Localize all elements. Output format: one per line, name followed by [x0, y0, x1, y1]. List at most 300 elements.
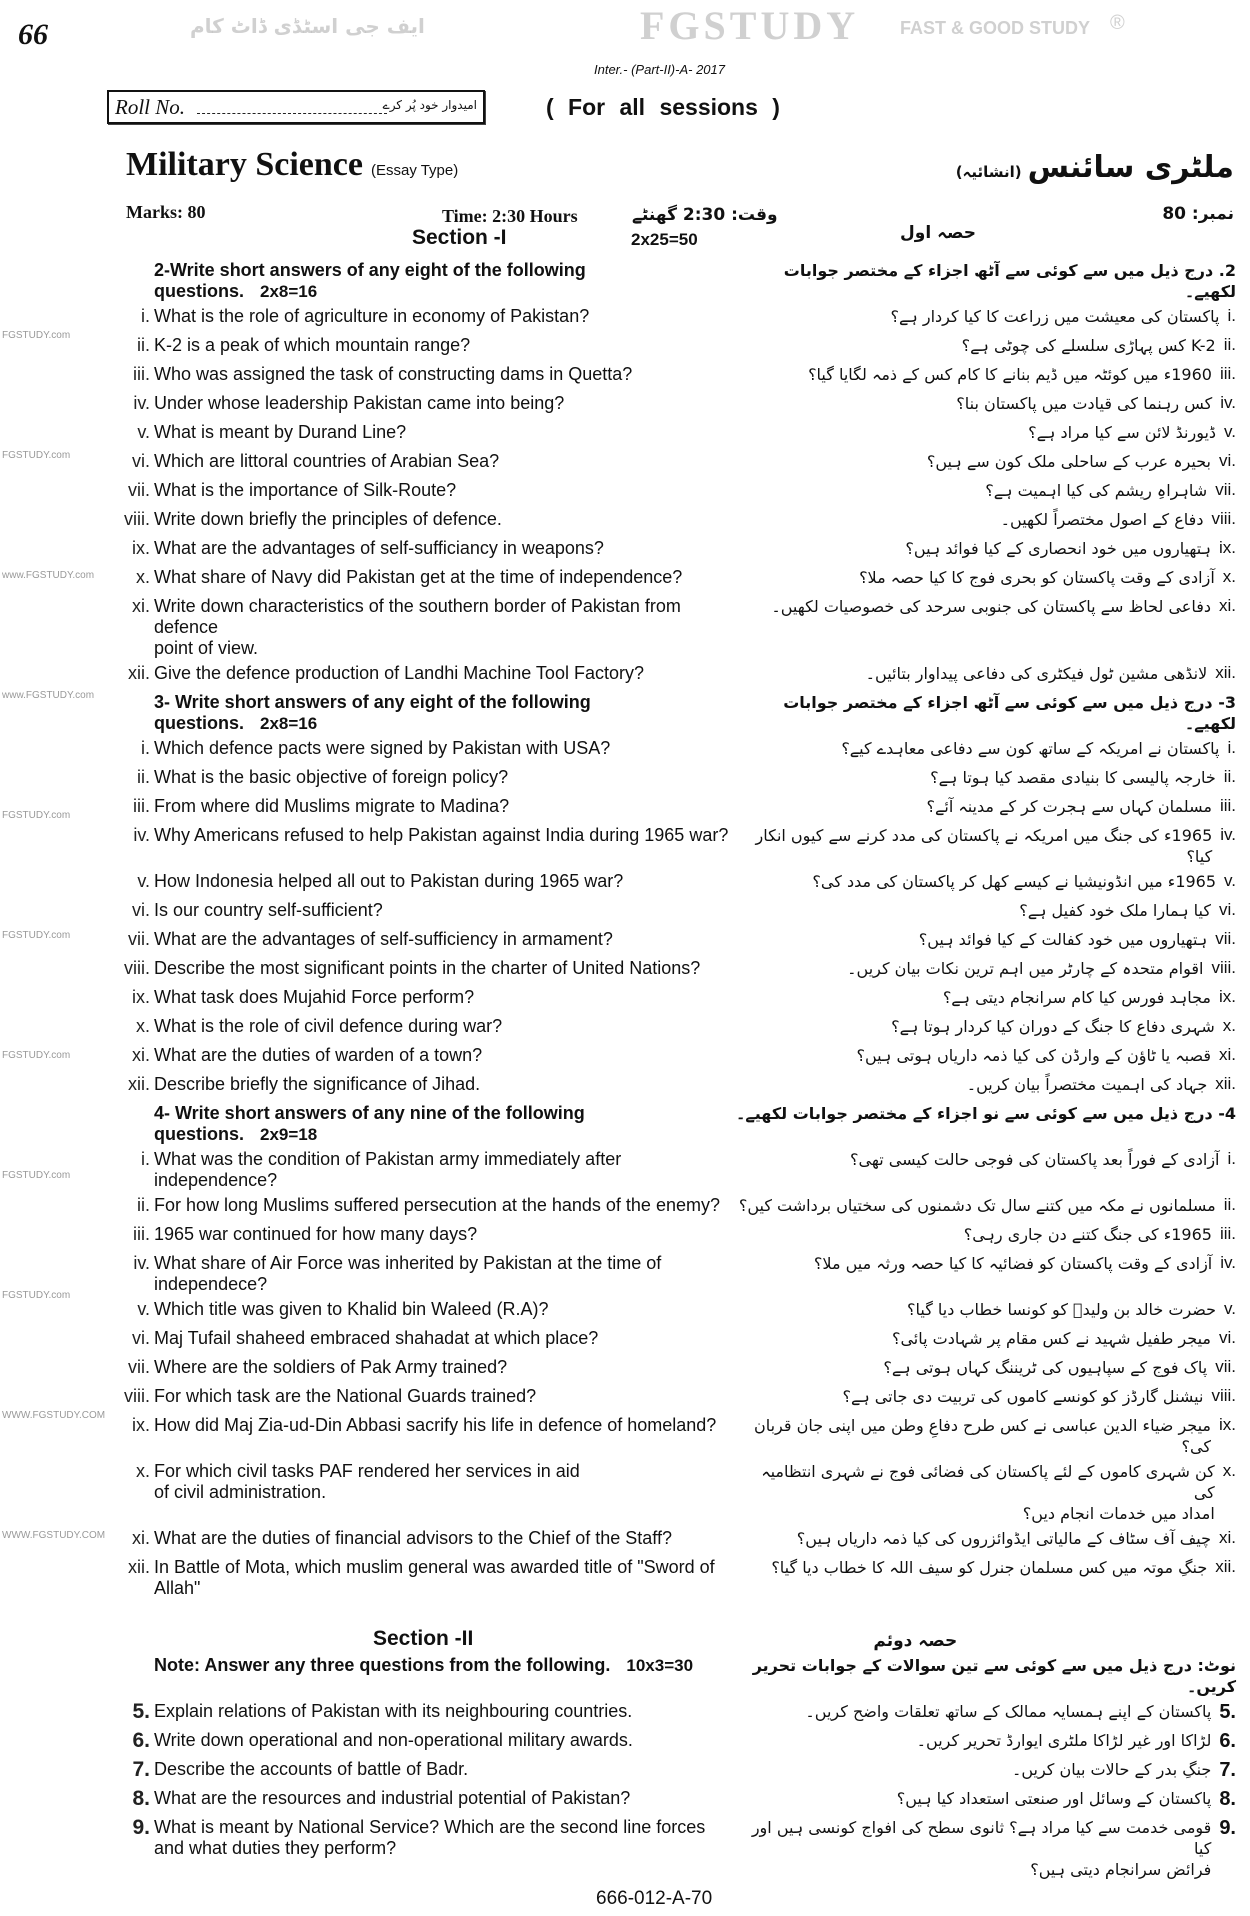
item-english	[154, 1149, 732, 1191]
item-text-urdu: پاکستان نے امریکہ کے ساتھ کون سے دفاعی معاہدے کیے؟	[841, 739, 1220, 758]
item-english	[154, 929, 732, 950]
item-english	[154, 1195, 732, 1216]
item-urdu	[736, 1528, 1236, 1549]
question-item	[0, 1295, 1250, 1324]
heading-english	[154, 692, 732, 734]
item-number-urdu-side: i.	[1227, 306, 1236, 325]
item-urdu-block	[736, 509, 1203, 530]
item-number: xii.	[128, 1557, 150, 1577]
item-text-urdu: چیف آف سٹاف کے مالیاتی ایڈوائزروں کی کیا ذمہ داریاں ہیں؟	[796, 1529, 1211, 1548]
item-text-urdu-continued: فرائض سرانجام دیتی ہیں؟	[1030, 1860, 1212, 1879]
question-2-heading	[0, 256, 1250, 302]
item-urdu-block	[736, 422, 1216, 443]
item-number: viii.	[124, 1386, 150, 1406]
item-text-english: K-2 is a peak of which mountain range?	[154, 335, 471, 355]
item-text-urdu: آزادی کے وقت پاکستان کو بحری فوج کا کیا حصہ ملا؟	[859, 568, 1215, 587]
item-number-urdu-side: iii.	[1219, 796, 1236, 815]
item-text-english: What are the resources and industrial potential of Pakistan?	[154, 1788, 631, 1808]
item-english	[154, 1386, 732, 1407]
item-number: iv.	[133, 825, 150, 845]
question-item	[0, 1524, 1250, 1553]
watermark-text: FGSTUDY.com	[2, 330, 71, 341]
item-urdu	[736, 1817, 1236, 1880]
question-4-heading	[0, 1099, 1250, 1145]
paper-subtitle-urdu: (انشائیہ)	[955, 163, 1022, 181]
section-2-title-urdu: حصہ دوئم	[873, 1631, 958, 1651]
item-english	[154, 1461, 732, 1503]
item-number-urdu-side: vii.	[1215, 929, 1236, 948]
item-urdu-block	[736, 825, 1212, 867]
watermark-registered-mark: ®	[1110, 12, 1125, 34]
watermark-brand-urdu: ایف جی اسٹڈی ڈاٹ کام	[190, 14, 425, 38]
item-urdu-block	[736, 335, 1216, 356]
item-text-urdu: میجر طفیل شہید نے کس مقام پر شہادت پائی؟	[891, 1329, 1211, 1348]
item-text-urdu: کن شہری کاموں کے لئے پاکستان کی فضائی فوج نے شہری انتظامیہ کی	[761, 1462, 1215, 1502]
item-urdu	[736, 767, 1236, 788]
item-number: ii.	[137, 335, 150, 355]
watermark-text: www.FGSTUDY.com	[2, 690, 95, 701]
watermark-brand: FGSTUDY	[640, 3, 860, 48]
paper-title-text: Military Science	[126, 146, 363, 183]
item-urdu-block	[736, 958, 1203, 979]
item-urdu-block	[736, 451, 1211, 472]
item-number: ii.	[137, 1195, 150, 1215]
roll-number-box	[107, 90, 485, 124]
item-urdu	[736, 451, 1236, 472]
heading-urdu	[736, 260, 1236, 302]
heading-text: Note: Answer any three questions from the following.	[154, 1655, 611, 1675]
item-number-urdu-side: ii.	[1223, 1195, 1236, 1214]
item-text-urdu: 1965ء کی جنگ میں امریکہ نے پاکستان کی مدد کرنے سے کیوں انکار کیا؟	[755, 826, 1213, 866]
heading-marks: 10x3=30	[626, 1656, 694, 1675]
item-text-english: Give the defence production of Landhi Machine Tool Factory?	[154, 663, 644, 683]
item-number: v.	[137, 422, 150, 442]
item-urdu	[736, 567, 1236, 588]
watermark-text: WWW.FGSTUDY.COM	[2, 1410, 106, 1421]
item-text-english: How Indonesia helped all out to Pakistan during 1965 war?	[154, 871, 624, 891]
watermark-text: FGSTUDY.com	[2, 810, 71, 821]
item-urdu-block	[736, 1224, 1212, 1245]
item-urdu	[736, 663, 1236, 684]
item-text-english: What is the role of agriculture in economy of Pakistan?	[154, 306, 590, 326]
item-number: vi.	[132, 900, 150, 920]
question-item	[0, 792, 1250, 821]
item-english	[154, 1016, 732, 1037]
item-number-urdu-side: vi.	[1219, 1328, 1236, 1347]
section-2-note	[0, 1651, 1250, 1697]
item-number: ii.	[137, 767, 150, 787]
item-text-urdu: کیا ہمارا ملک خود کفیل ہے؟	[1019, 901, 1211, 920]
long-question-9	[0, 1813, 1250, 1880]
item-urdu	[736, 1415, 1236, 1457]
paper-title-urdu	[956, 150, 1234, 185]
item-number: 7.	[132, 1758, 150, 1781]
item-number-urdu-side: ii.	[1223, 335, 1236, 354]
question-item	[0, 1041, 1250, 1070]
item-text-english-continued: of civil administration.	[154, 1482, 327, 1502]
item-number-urdu-side: viii.	[1211, 1386, 1236, 1405]
item-text-urdu: ہتھیاروں میں خود انحصاری کے کیا فوائد ہیں؟	[905, 539, 1211, 558]
question-item	[0, 954, 1250, 983]
item-urdu-block	[736, 1701, 1211, 1724]
item-urdu-block	[736, 796, 1212, 817]
watermark-text: FGSTUDY.com	[2, 1050, 71, 1061]
question-item	[0, 1012, 1250, 1041]
heading-urdu	[736, 1655, 1236, 1697]
item-number: iv.	[133, 1253, 150, 1273]
item-text-urdu: قومی خدمت سے کیا مراد ہے؟ ثانوی سطح کی افواج کونسی ہیں اور کیا	[751, 1818, 1212, 1858]
item-number: viii.	[124, 509, 150, 529]
item-number-urdu-side: ix.	[1219, 538, 1236, 557]
item-text-urdu: بحیرہ عرب کے ساحلی ملک کون سے ہیں؟	[926, 452, 1211, 471]
item-number-urdu-side: v.	[1224, 871, 1236, 890]
item-urdu-block	[736, 900, 1211, 921]
item-english	[154, 900, 732, 921]
item-text-urdu: پاکستان کی معیشت میں زراعت کا کیا کردار ہے؟	[890, 307, 1220, 326]
item-text-urdu: شاہراہِ ریشم کی کیا اہمیت ہے؟	[985, 481, 1208, 500]
item-text-urdu-continued: امداد میں خدمات انجام دیں؟	[1022, 1504, 1215, 1523]
item-urdu-block	[736, 1788, 1211, 1811]
item-number: 9.	[132, 1816, 150, 1839]
item-urdu-block	[736, 1730, 1211, 1753]
long-question-6	[0, 1726, 1250, 1755]
item-urdu	[736, 1759, 1236, 1782]
heading-urdu	[736, 692, 1236, 734]
handwritten-page-number: 66	[18, 18, 48, 51]
item-english	[154, 1817, 732, 1859]
item-text-english: Why Americans refused to help Pakistan against India during 1965 war?	[154, 825, 729, 845]
item-english	[154, 987, 732, 1008]
item-urdu	[736, 480, 1236, 501]
item-urdu	[736, 738, 1236, 759]
item-text-english: What are the duties of warden of a town?	[154, 1045, 483, 1065]
item-text-english: Is our country self-sufficient?	[154, 900, 383, 920]
item-urdu-block	[736, 1253, 1212, 1274]
item-urdu-block	[736, 1415, 1211, 1457]
item-english	[154, 451, 732, 472]
item-english	[154, 480, 732, 501]
question-item	[0, 1191, 1250, 1220]
heading-text: 4- Write short answers of any nine of the following questions.	[154, 1103, 585, 1144]
item-text-english: Which are littoral countries of Arabian Sea?	[154, 451, 500, 471]
item-text-english: Who was assigned the task of constructing dams in Quetta?	[154, 364, 633, 384]
item-urdu	[736, 422, 1236, 443]
section-2-title: Section -II	[373, 1627, 474, 1650]
item-text-english: How did Maj Zia-ud-Din Abbasi sacrify his life in defence of homeland?	[154, 1415, 717, 1435]
watermark-text: FGSTUDY.com	[2, 1290, 71, 1301]
item-urdu	[736, 825, 1236, 867]
item-english	[154, 509, 732, 530]
item-number-urdu-side: ii.	[1223, 767, 1236, 786]
item-number: xi.	[132, 1528, 150, 1548]
item-text-urdu: 1965ء کی جنگ کتنے دن جاری رہی؟	[963, 1225, 1212, 1244]
item-text-urdu: شہری دفاع کا جنگ کے دوران کیا کردار ہوتا ہے؟	[891, 1017, 1215, 1036]
item-number: xii.	[128, 1074, 150, 1094]
item-text-english: What share of Air Force was inherited by Pakistan at the time of independece?	[154, 1253, 662, 1294]
item-urdu-block	[736, 929, 1207, 950]
item-number-urdu-side: 8.	[1219, 1788, 1236, 1810]
question-item	[0, 1070, 1250, 1099]
item-text-english: From where did Muslims migrate to Madina?	[154, 796, 510, 816]
question-item	[0, 1553, 1250, 1599]
item-number-urdu-side: iv.	[1220, 825, 1236, 844]
section-1-title: Section -I	[412, 226, 507, 249]
item-number-urdu-side: 6.	[1219, 1730, 1236, 1752]
item-number: iv.	[133, 393, 150, 413]
item-urdu-block	[736, 1074, 1207, 1095]
item-number-urdu-side: x.	[1222, 1461, 1236, 1480]
item-english	[154, 567, 732, 588]
item-urdu-block	[736, 567, 1215, 588]
item-text-english: Describe the most significant points in the charter of United Nations?	[154, 958, 701, 978]
question-item	[0, 659, 1250, 688]
item-english	[154, 538, 732, 559]
item-urdu	[736, 1074, 1236, 1095]
long-question-7	[0, 1755, 1250, 1784]
item-text-english: For which civil tasks PAF rendered her services in aid	[154, 1461, 580, 1481]
heading-text: 2-Write short answers of any eight of the following questions.	[154, 260, 586, 301]
question-item	[0, 925, 1250, 954]
item-urdu	[736, 1328, 1236, 1349]
question-item	[0, 1145, 1250, 1191]
item-english	[154, 335, 732, 356]
roll-number-label: Roll No.	[115, 95, 186, 119]
item-text-english-continued: point of view.	[154, 638, 259, 658]
item-text-english: What is the role of civil defence during war?	[154, 1016, 503, 1036]
item-number-urdu-side: xi.	[1219, 1045, 1236, 1064]
item-text-english: Explain relations of Pakistan with its neighbouring countries.	[154, 1701, 633, 1721]
item-urdu-block	[736, 767, 1216, 788]
item-urdu	[736, 1045, 1236, 1066]
item-number: viii.	[124, 958, 150, 978]
item-urdu	[736, 1386, 1236, 1407]
item-text-urdu: جنگِ بدر کے حالات بیان کریں۔	[1011, 1760, 1212, 1779]
item-number-urdu-side: 7.	[1219, 1759, 1236, 1781]
paper-title	[126, 146, 458, 184]
question-item	[0, 302, 1250, 331]
item-number-urdu-side: v.	[1224, 1299, 1236, 1318]
item-urdu-block	[736, 1045, 1211, 1066]
item-number-urdu-side: viii.	[1211, 958, 1236, 977]
heading-marks: 2x8=16	[260, 714, 318, 733]
watermark-text: FGSTUDY.com	[2, 450, 71, 461]
question-item	[0, 563, 1250, 592]
item-text-urdu: K-2 کس پہاڑی سلسلے کی چوٹی ہے؟	[961, 336, 1216, 355]
item-text-urdu: پاک فوج کے سپاہیوں کی ٹریننگ کہاں ہوتی ہے؟	[883, 1358, 1208, 1377]
item-number: 5.	[132, 1700, 150, 1723]
item-number: xii.	[128, 663, 150, 683]
item-english	[154, 422, 732, 443]
item-urdu	[736, 1149, 1236, 1170]
item-urdu-block	[736, 871, 1216, 892]
item-urdu	[736, 1016, 1236, 1037]
item-number-urdu-side: vi.	[1219, 451, 1236, 470]
item-english	[154, 1528, 732, 1549]
item-text-english: Which defence pacts were signed by Pakistan with USA?	[154, 738, 611, 758]
item-english	[154, 796, 732, 817]
item-urdu-block	[736, 393, 1212, 414]
item-text-english: What are the advantages of self-sufficiency in armament?	[154, 929, 613, 949]
item-number: i.	[141, 738, 150, 758]
item-english	[154, 1730, 732, 1751]
item-text-english: Write down briefly the principles of defence.	[154, 509, 502, 529]
item-number: 6.	[132, 1729, 150, 1752]
item-number-urdu-side: i.	[1227, 1149, 1236, 1168]
question-item	[0, 447, 1250, 476]
item-english	[154, 738, 732, 759]
item-number-urdu-side: 5.	[1219, 1701, 1236, 1723]
item-urdu	[736, 393, 1236, 414]
item-urdu	[736, 900, 1236, 921]
heading-marks: 2x8=16	[260, 282, 318, 301]
item-urdu-block	[736, 987, 1211, 1008]
item-english	[154, 1759, 732, 1780]
item-text-english: 1965 war continued for how many days?	[154, 1224, 478, 1244]
question-item	[0, 983, 1250, 1012]
item-urdu-block	[736, 1528, 1211, 1549]
item-text-urdu: حضرت خالد بن ولیدؓ کو کونسا خطاب دیا گیا؟	[907, 1300, 1217, 1319]
item-number: i.	[141, 306, 150, 326]
item-urdu-block	[736, 1557, 1207, 1578]
item-urdu	[736, 306, 1236, 327]
item-text-english: Write down operational and non-operational military awards.	[154, 1730, 633, 1750]
item-text-english: For which task are the National Guards trained?	[154, 1386, 537, 1406]
item-text-english: Maj Tufail shaheed embraced shahadat at which place?	[154, 1328, 599, 1348]
item-number-urdu-side: viii.	[1211, 509, 1236, 528]
item-number: iii.	[133, 796, 150, 816]
question-item	[0, 505, 1250, 534]
item-english	[154, 871, 732, 892]
question-item	[0, 1353, 1250, 1382]
item-urdu	[736, 335, 1236, 356]
item-urdu-block	[736, 1016, 1215, 1037]
item-text-urdu: کس رہنما کی قیادت میں پاکستان بنا؟	[956, 394, 1213, 413]
item-number: i.	[141, 1149, 150, 1169]
item-english	[154, 663, 732, 684]
item-number: x.	[135, 1016, 150, 1036]
watermark-text: WWW.FGSTUDY.COM	[2, 1530, 106, 1541]
time-allowed: Time: 2:30 Hours	[442, 206, 578, 226]
item-urdu	[736, 364, 1236, 385]
item-urdu-block	[736, 663, 1207, 684]
heading-english	[154, 1103, 732, 1145]
item-text-urdu: مسلمان کہاں سے ہجرت کر کے مدینہ آئے؟	[926, 797, 1212, 816]
item-urdu-block	[736, 738, 1220, 759]
item-english	[154, 1253, 732, 1295]
item-text-urdu: خارجہ پالیسی کا بنیادی مقصد کیا ہوتا ہے؟	[930, 768, 1216, 787]
item-text-urdu: مجاہد فورس کیا کام سرانجام دیتی ہے؟	[942, 988, 1211, 1007]
item-urdu	[736, 1701, 1236, 1724]
question-item	[0, 360, 1250, 389]
question-item	[0, 867, 1250, 896]
item-number-urdu-side: ix.	[1219, 987, 1236, 1006]
item-text-english: What are the duties of financial advisors to the Chief of the Staff?	[154, 1528, 672, 1548]
item-text-english: What was the condition of Pakistan army immediately after independence?	[154, 1149, 622, 1190]
item-urdu	[736, 871, 1236, 892]
question-item	[0, 1382, 1250, 1411]
item-text-urdu: 1960ء میں کوئٹہ میں ڈیم بنانے کا کام کس کے ذمہ لگایا گیا؟	[808, 365, 1212, 384]
watermark-text: FGSTUDY.com	[2, 1170, 71, 1181]
item-number: xi.	[132, 1045, 150, 1065]
item-urdu	[736, 596, 1236, 617]
item-number: x.	[135, 1461, 150, 1481]
heading-english	[154, 260, 732, 302]
item-english	[154, 306, 732, 327]
question-item	[0, 734, 1250, 763]
item-urdu-block	[736, 1386, 1203, 1407]
item-text-english: What is the basic objective of foreign policy?	[154, 767, 509, 787]
total-marks-urdu: نمبر: 80	[1162, 204, 1234, 224]
item-number-urdu-side: x.	[1222, 567, 1236, 586]
item-number: vii.	[128, 480, 150, 500]
item-urdu	[736, 987, 1236, 1008]
item-urdu-block	[736, 596, 1211, 617]
item-number-urdu-side: 9.	[1219, 1817, 1236, 1839]
question-item	[0, 1324, 1250, 1353]
item-urdu-block	[736, 306, 1220, 327]
item-english	[154, 1701, 732, 1722]
item-text-urdu: دفاعی لحاظ سے پاکستان کی جنوبی سرحد کی خصوصیات لکھیں۔	[771, 597, 1211, 616]
item-text-english: What is meant by National Service? Which are the second line forces	[154, 1817, 706, 1837]
item-urdu-block	[736, 1817, 1211, 1880]
question-item	[0, 476, 1250, 505]
item-number-urdu-side: iv.	[1220, 1253, 1236, 1272]
watermark-text: www.FGSTUDY.com	[2, 570, 95, 581]
item-text-urdu: ہتھیاروں میں خود کفالت کے کیا فوائد ہیں؟	[918, 930, 1208, 949]
item-text-urdu: لڑاکا اور غیر لڑاکا ملٹری ایوارڈ تحریر کریں۔	[916, 1731, 1212, 1750]
item-urdu	[736, 796, 1236, 817]
item-urdu	[736, 1461, 1236, 1524]
question-item	[0, 1220, 1250, 1249]
item-text-urdu: ڈیورنڈ لائن سے کیا مراد ہے؟	[1028, 423, 1217, 442]
item-number-urdu-side: i.	[1227, 738, 1236, 757]
long-question-5	[0, 1697, 1250, 1726]
item-urdu-block	[736, 1759, 1211, 1782]
paper-code: 666-012-A-70	[596, 1888, 713, 1909]
item-number: ix.	[132, 538, 150, 558]
item-english	[154, 1415, 732, 1436]
question-item	[0, 418, 1250, 447]
item-number: 8.	[132, 1787, 150, 1810]
item-number-urdu-side: xi.	[1219, 596, 1236, 615]
long-question-8	[0, 1784, 1250, 1813]
item-english	[154, 825, 732, 846]
item-text-english: What task does Mujahid Force perform?	[154, 987, 475, 1007]
item-number: vii.	[128, 929, 150, 949]
questions-container	[0, 256, 1250, 1916]
item-text-urdu: پاکستان کے اپنے ہمسایہ ممالک کے ساتھ تعلقات واضح کریں۔	[805, 1702, 1212, 1721]
question-item	[0, 1249, 1250, 1295]
item-text-urdu: جہاد کی اہمیت مختصراً بیان کریں۔	[966, 1075, 1208, 1094]
item-number: x.	[135, 567, 150, 587]
item-english	[154, 1074, 732, 1095]
item-number-urdu-side: vi.	[1219, 900, 1236, 919]
question-item	[0, 592, 1250, 659]
item-urdu	[736, 1299, 1236, 1320]
question-item	[0, 763, 1250, 792]
item-urdu-block	[736, 364, 1212, 385]
question-item	[0, 1457, 1250, 1524]
exam-label: Inter.- (Part-II)-A- 2017	[594, 62, 725, 77]
item-urdu-block	[736, 1461, 1215, 1524]
item-urdu	[736, 1357, 1236, 1378]
item-number: xi.	[132, 596, 150, 616]
item-text-urdu: دفاع کے اصول مختصراً لکھیں۔	[1000, 510, 1204, 529]
roll-number-line[interactable]	[197, 113, 387, 114]
item-english	[154, 1224, 732, 1245]
item-text-english: Which title was given to Khalid bin Waleed (R.A)?	[154, 1299, 549, 1319]
question-item	[0, 1411, 1250, 1457]
